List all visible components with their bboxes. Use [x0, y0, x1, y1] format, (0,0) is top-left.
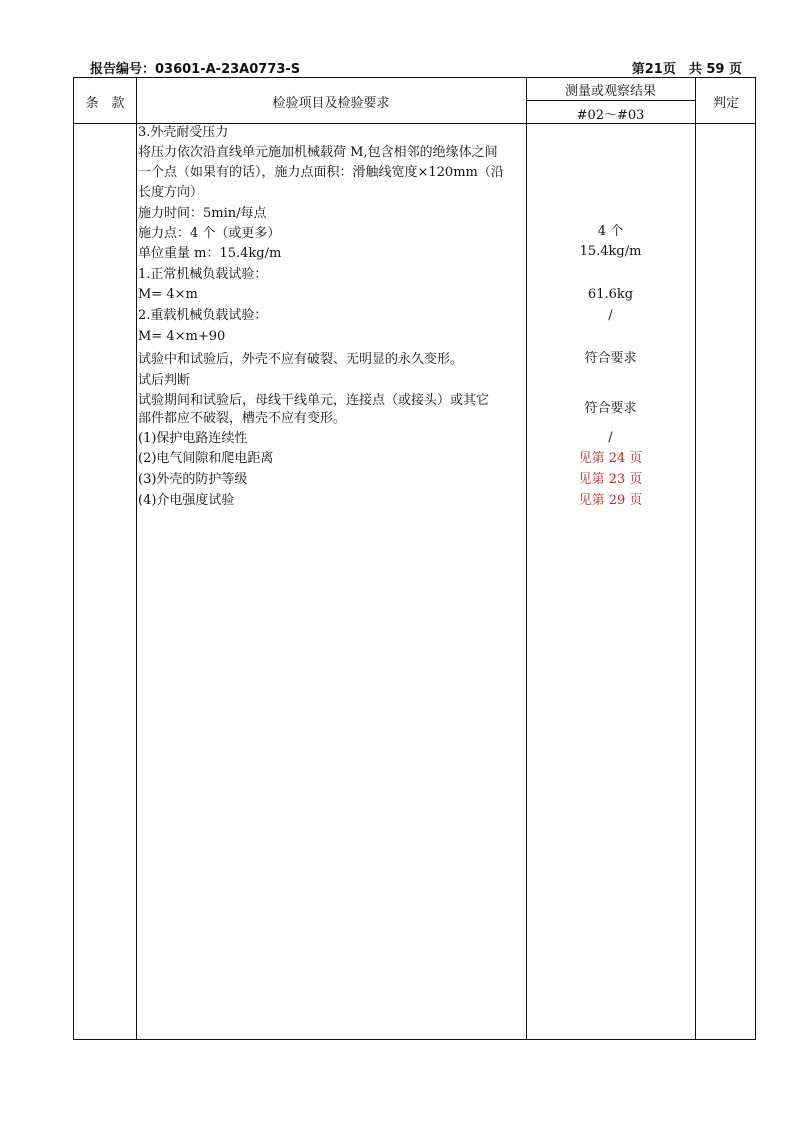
result-heavy-load: /	[608, 308, 613, 323]
item-line: 2.重载机械负载试验：	[138, 308, 268, 323]
result-after-test: 符合要求	[584, 401, 637, 416]
item-line: 试验期间和试验后，母线干线单元，连接点（或接头）或其它	[138, 393, 490, 408]
item-line: 部件都应不破裂，槽壳不应有变形。	[138, 411, 347, 426]
result-points: 4 个	[597, 224, 624, 239]
item-line: 试后判断	[138, 373, 191, 388]
item-line: (2)电气间隙和爬电距离	[138, 451, 274, 466]
result-protective-circuit: /	[608, 430, 613, 445]
page-indicator: 第21页 共 59 页	[631, 62, 742, 77]
item-line: 一个点（如果有的话），施力点面积：滑触线宽度×120mm（沿	[138, 165, 504, 180]
divider-clause	[136, 78, 137, 1039]
item-line: (3)外壳的防护等级	[138, 472, 248, 487]
header-verdict: 判定	[712, 96, 739, 111]
item-line: 施力点：4 个（或更多）	[138, 226, 281, 241]
header-clause: 条 款	[85, 96, 125, 111]
item-title: 3.外壳耐受压力	[138, 125, 229, 140]
item-line: 1.正常机械负载试验：	[138, 267, 268, 282]
divider-result	[695, 78, 696, 1039]
item-line: M= 4×m+90	[138, 329, 226, 344]
header-result: 测量或观察结果	[564, 84, 656, 99]
item-line: 将压力依次沿直线单元施加机械载荷 M,包含相邻的绝缘体之间	[138, 145, 498, 160]
item-line: (4)介电强度试验	[138, 493, 235, 508]
item-line: M= 4×m	[138, 287, 198, 302]
result-ip-ref: 见第 23 页	[578, 472, 643, 487]
item-line: 单位重量 m：15.4kg/m	[138, 246, 282, 261]
result-sub-divider	[526, 100, 695, 101]
header-samples: #02～#03	[576, 108, 645, 123]
item-line: 试验中和试验后，外壳不应有破裂、无明显的永久变形。	[138, 352, 464, 367]
result-during-test: 符合要求	[584, 351, 637, 366]
report-number: 报告编号：03601-A-23A0773-S	[90, 62, 301, 77]
result-unit-weight: 15.4kg/m	[579, 244, 642, 259]
item-line: (1)保护电路连续性	[138, 431, 248, 446]
header-items: 检验项目及检验要求	[272, 96, 390, 111]
result-dielectric-ref: 见第 29 页	[578, 493, 643, 508]
inspection-table	[73, 77, 756, 1040]
item-line: 长度方向）	[138, 185, 204, 200]
result-normal-load: 61.6kg	[587, 287, 634, 302]
result-clearance-ref: 见第 24 页	[578, 451, 643, 466]
item-line: 施力时间：5min/每点	[138, 206, 267, 221]
